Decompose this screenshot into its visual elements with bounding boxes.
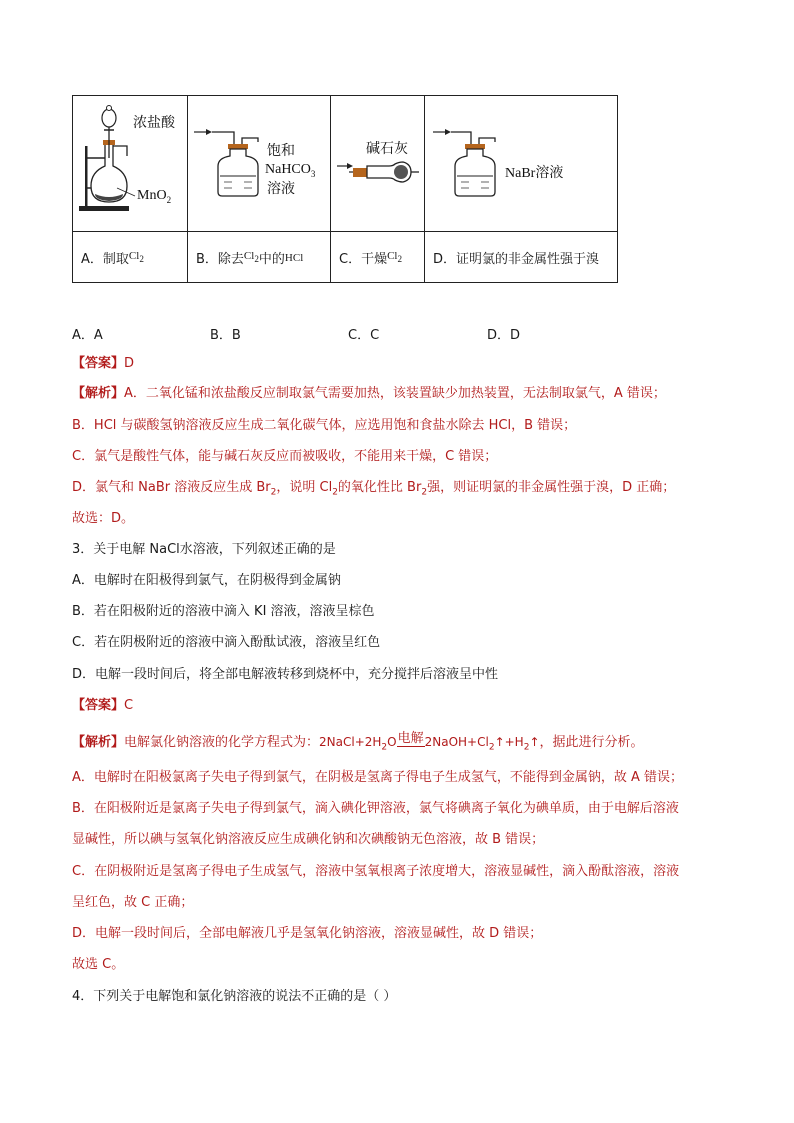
q2-analysis-a: 【解析】A．二氧化锰和浓盐酸反应制取氯气需要加热，该装置缺少加热装置，无法制取氯气，A 错误； xyxy=(72,386,666,401)
q2-analysis-d: D．氯气和 NaBr 溶液反应生成 $Br_2$，说明 $Cl_2$的氧化性比 $Br_2$强，则证明氯的非金属性强于溴，D 正确； xyxy=(72,480,676,498)
q2-option-c: C．C xyxy=(348,328,380,343)
q4-stem: 4．下列关于电解饱和氯化钠溶液的说法不正确的是（ ） xyxy=(72,989,397,1004)
q3-option-b: B．若在阳极附近的溶液中滴入 KI 溶液，溶液呈棕色 xyxy=(72,604,375,619)
q3-equation-line: 【解析】电解氯化钠溶液的化学方程式为：$2NaCl+2H_2O$电解$2NaOH+Cl_2↑+H_2↑$，据此进行分析。 xyxy=(72,731,644,753)
q3-analysis-b1: B．在阳极附近是氯离子失电子得到氯气，滴入碘化钾溶液，氯气将碘离子氧化为碘单质，由于电解后溶液 xyxy=(72,801,679,816)
q2-option-d: D．D xyxy=(487,328,521,343)
q2-answer: 【答案】D xyxy=(72,356,135,371)
caption-b: B．除去 $Cl_2$ 中的 HCl xyxy=(196,250,304,267)
q3-answer: 【答案】C xyxy=(72,698,134,713)
label-soda-lime: 碱石灰 xyxy=(366,142,408,157)
q3-option-a: A．电解时在阳极得到氯气，在阴极得到金属钠 xyxy=(72,573,341,588)
label-nabr-solution: NaBr溶液 xyxy=(505,166,564,181)
q3-option-d: D．电解一段时间后，将全部电解液转移到烧杯中，充分搅拌后溶液呈中性 xyxy=(72,667,499,682)
label-mno2: MnO$_2$ xyxy=(137,188,172,205)
q3-analysis-c2: 呈红色，故 C 正确； xyxy=(72,895,194,910)
caption-d: D．证明氯的非金属性强于溴 xyxy=(433,252,600,267)
apparatus-c-drying-tube xyxy=(331,96,424,231)
q2-analysis-c: C．氯气是酸性气体，能与碱石灰反应而被吸收，不能用来干燥，C 错误； xyxy=(72,449,498,464)
label-saturated: 饱和 xyxy=(267,144,295,159)
q3-option-c: C．若在阴极附近的溶液中滴入酚酞试液，溶液呈红色 xyxy=(72,635,381,650)
q2-option-b: B．B xyxy=(210,328,241,343)
q3-conclusion: 故选 C。 xyxy=(72,957,125,972)
q3-analysis-c1: C．在阴极附近是氢离子得电子生成氢气，溶液中氢氧根离子浓度增大，溶液显碱性，滴入酚酞溶液，溶液 xyxy=(72,864,680,879)
apparatus-table xyxy=(72,95,618,283)
label-concentrated-hcl: 浓盐酸 xyxy=(133,116,175,131)
q2-analysis-b: B．HCl 与碳酸氢钠溶液反应生成二氧化碳气体，应选用饱和食盐水除去 HCl，B 错误； xyxy=(72,418,577,433)
q3-analysis-a: A．电解时在阳极氯离子失电子得到氯气，在阴极是氢离子得电子生成氢气，不能得到金属钠，故 A 错误； xyxy=(72,770,684,785)
q2-option-a: A．A xyxy=(72,328,103,343)
label-nahco3: NaHCO$_3$ xyxy=(265,162,316,179)
drying-tube-icon xyxy=(331,96,424,231)
q3-analysis-b2: 显碱性，所以碘与氢氧化钠溶液反应生成碘化钠和次碘酸钠无色溶液，故 B 错误； xyxy=(72,832,545,847)
electrolysis-condition: 电解 xyxy=(397,731,424,746)
apparatus-d-wash-bottle xyxy=(425,96,619,231)
wash-bottle-icon xyxy=(425,96,619,231)
q2-conclusion: 故选：D。 xyxy=(72,511,135,526)
caption-a: A．制取 $Cl_2$ xyxy=(81,250,144,267)
label-solution: 溶液 xyxy=(267,182,295,197)
q3-stem: 3．关于电解 NaCl水溶液，下列叙述正确的是 xyxy=(72,542,336,557)
q3-analysis-d: D．电解一段时间后，全部电解液几乎是氢氧化钠溶液，溶液显碱性，故 D 错误； xyxy=(72,926,543,941)
caption-c: C．干燥 $Cl_2$ xyxy=(339,250,403,267)
